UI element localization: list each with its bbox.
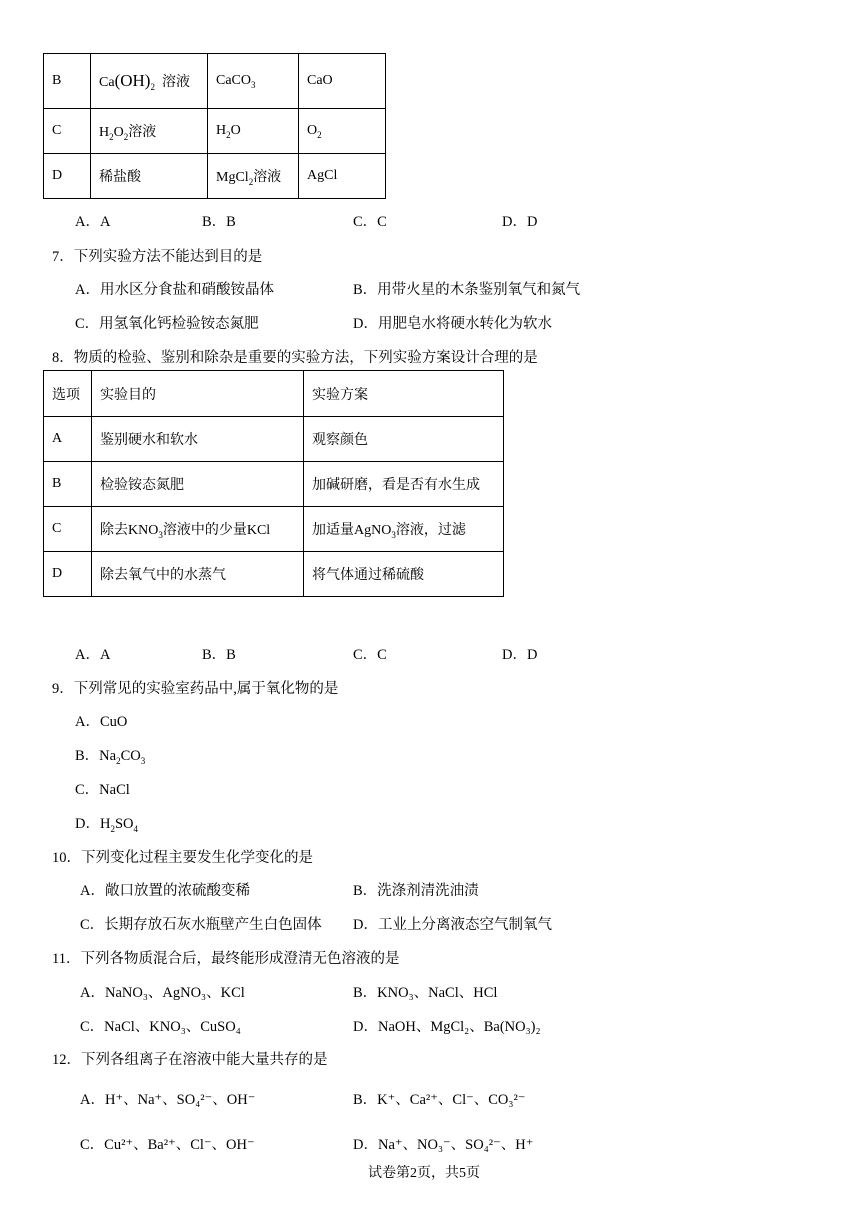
table-cell: C bbox=[44, 109, 91, 154]
q11-option-c: C．NaCl、KNO₃、CuSO₄ bbox=[80, 1019, 241, 1035]
q8-option-d: D．D bbox=[502, 647, 538, 663]
page-footer: 试卷第2页，共5页 bbox=[368, 1166, 480, 1181]
table-cell: B bbox=[44, 54, 91, 109]
table-cell: 将气体通过稀硫酸 bbox=[304, 552, 504, 597]
q10-option-c: C．长期存放石灰水瓶壁产生白色固体 bbox=[80, 917, 322, 933]
table-cell: C bbox=[44, 507, 92, 552]
q8-option-a: A．A bbox=[75, 647, 111, 663]
q12-option-d: D．Na⁺、NO₃⁻、SO₄²⁻、H⁺ bbox=[353, 1137, 534, 1153]
q8-stem: 8．物质的检验、鉴别和除杂是重要的实验方法，下列实验方案设计合理的是 bbox=[52, 350, 538, 366]
q8-option-b: B．B bbox=[202, 647, 236, 663]
q11-stem: 11．下列各物质混合后，最终能形成澄清无色溶液的是 bbox=[52, 951, 400, 967]
table-header: 实验目的 bbox=[92, 371, 304, 417]
table-row bbox=[44, 417, 504, 462]
table-cell: 加适量AgNO$_3$溶液，过滤 bbox=[304, 507, 504, 552]
q9-option-b: B．$Na_2CO_3$ bbox=[75, 748, 146, 766]
table-cell: A bbox=[44, 417, 92, 462]
q12-option-c: C．Cu²⁺、Ba²⁺、Cl⁻、OH⁻ bbox=[80, 1137, 255, 1153]
table-cell: $O_2$ bbox=[299, 109, 386, 154]
q10-option-a: A．敞口放置的浓硫酸变稀 bbox=[80, 883, 250, 899]
table-row bbox=[44, 462, 504, 507]
q6-option-a: A．A bbox=[75, 214, 111, 230]
table-cell: D bbox=[44, 552, 92, 597]
q12-stem: 12．下列各组离子在溶液中能大量共存的是 bbox=[52, 1052, 328, 1068]
q11-option-b: B．KNO₃、NaCl、HCl bbox=[353, 985, 498, 1001]
table-cell: 观察颜色 bbox=[304, 417, 504, 462]
q9-option-c: C．NaCl bbox=[75, 782, 130, 798]
q12-option-b: B．K⁺、Ca²⁺、Cl⁻、CO₃²⁻ bbox=[353, 1092, 526, 1108]
q11-option-d: D．NaOH、MgCl₂、Ba(NO₃)₂ bbox=[353, 1019, 541, 1035]
table-row bbox=[44, 552, 504, 597]
q10-option-b: B．洗涤剂清洗油渍 bbox=[353, 883, 479, 899]
answer-table-top bbox=[43, 53, 386, 199]
table-cell: 稀盐酸 bbox=[91, 154, 208, 199]
q7-stem: 7．下列实验方法不能达到目的是 bbox=[52, 249, 263, 265]
q9-option-d: D．$H_2SO_4$ bbox=[75, 816, 138, 834]
table-cell: 检验铵态氮肥 bbox=[92, 462, 304, 507]
table-cell: $H_2O_2$溶液 bbox=[91, 109, 208, 154]
q12-option-a: A．H⁺、Na⁺、SO₄²⁻、OH⁻ bbox=[80, 1092, 256, 1108]
table-cell: 加碱研磨，看是否有水生成 bbox=[304, 462, 504, 507]
table-cell: $H_2O$ bbox=[208, 109, 299, 154]
q6-option-b: B．B bbox=[202, 214, 236, 230]
table-row bbox=[44, 507, 504, 552]
q10-stem: 10．下列变化过程主要发生化学变化的是 bbox=[52, 850, 313, 866]
table-cell: 除去$KNO_3$溶液中的少量KCl bbox=[92, 507, 304, 552]
q6-option-c: C．C bbox=[353, 214, 387, 230]
table-cell: CaO bbox=[299, 54, 386, 109]
table-row bbox=[44, 109, 386, 154]
table-cell: AgCl bbox=[299, 154, 386, 199]
q7-option-c: C．用氢氧化钙检验铵态氮肥 bbox=[75, 316, 259, 332]
table-header: 选项 bbox=[44, 371, 92, 417]
q8-option-c: C．C bbox=[353, 647, 387, 663]
table-cell: $Ca(OH)_2$ 溶液 bbox=[91, 54, 208, 109]
q11-option-a: A．NaNO₃、AgNO₃、KCl bbox=[80, 985, 245, 1001]
q9-option-a: A．CuO bbox=[75, 714, 128, 730]
table-cell: CaCO$_3$ bbox=[208, 54, 299, 109]
q7-option-b: B．用带火星的木条鉴别氧气和氮气 bbox=[353, 282, 581, 298]
q6-option-d: D．D bbox=[502, 214, 538, 230]
q7-option-d: D．用肥皂水将硬水转化为软水 bbox=[353, 316, 552, 332]
q7-option-a: A．用水区分食盐和硝酸铵晶体 bbox=[75, 282, 274, 298]
q9-stem: 9．下列常见的实验室药品中,属于氧化物的是 bbox=[52, 681, 339, 697]
table-header-row bbox=[44, 371, 504, 417]
experiment-table bbox=[43, 370, 504, 597]
table-row bbox=[44, 54, 386, 109]
table-row bbox=[44, 154, 386, 199]
q10-option-d: D．工业上分离液态空气制氧气 bbox=[353, 917, 552, 933]
table-cell: D bbox=[44, 154, 91, 199]
table-cell: MgCl$_2$溶液 bbox=[208, 154, 299, 199]
table-cell: B bbox=[44, 462, 92, 507]
table-cell: 除去氧气中的水蒸气 bbox=[92, 552, 304, 597]
table-cell: 鉴别硬水和软水 bbox=[92, 417, 304, 462]
table-header: 实验方案 bbox=[304, 371, 504, 417]
